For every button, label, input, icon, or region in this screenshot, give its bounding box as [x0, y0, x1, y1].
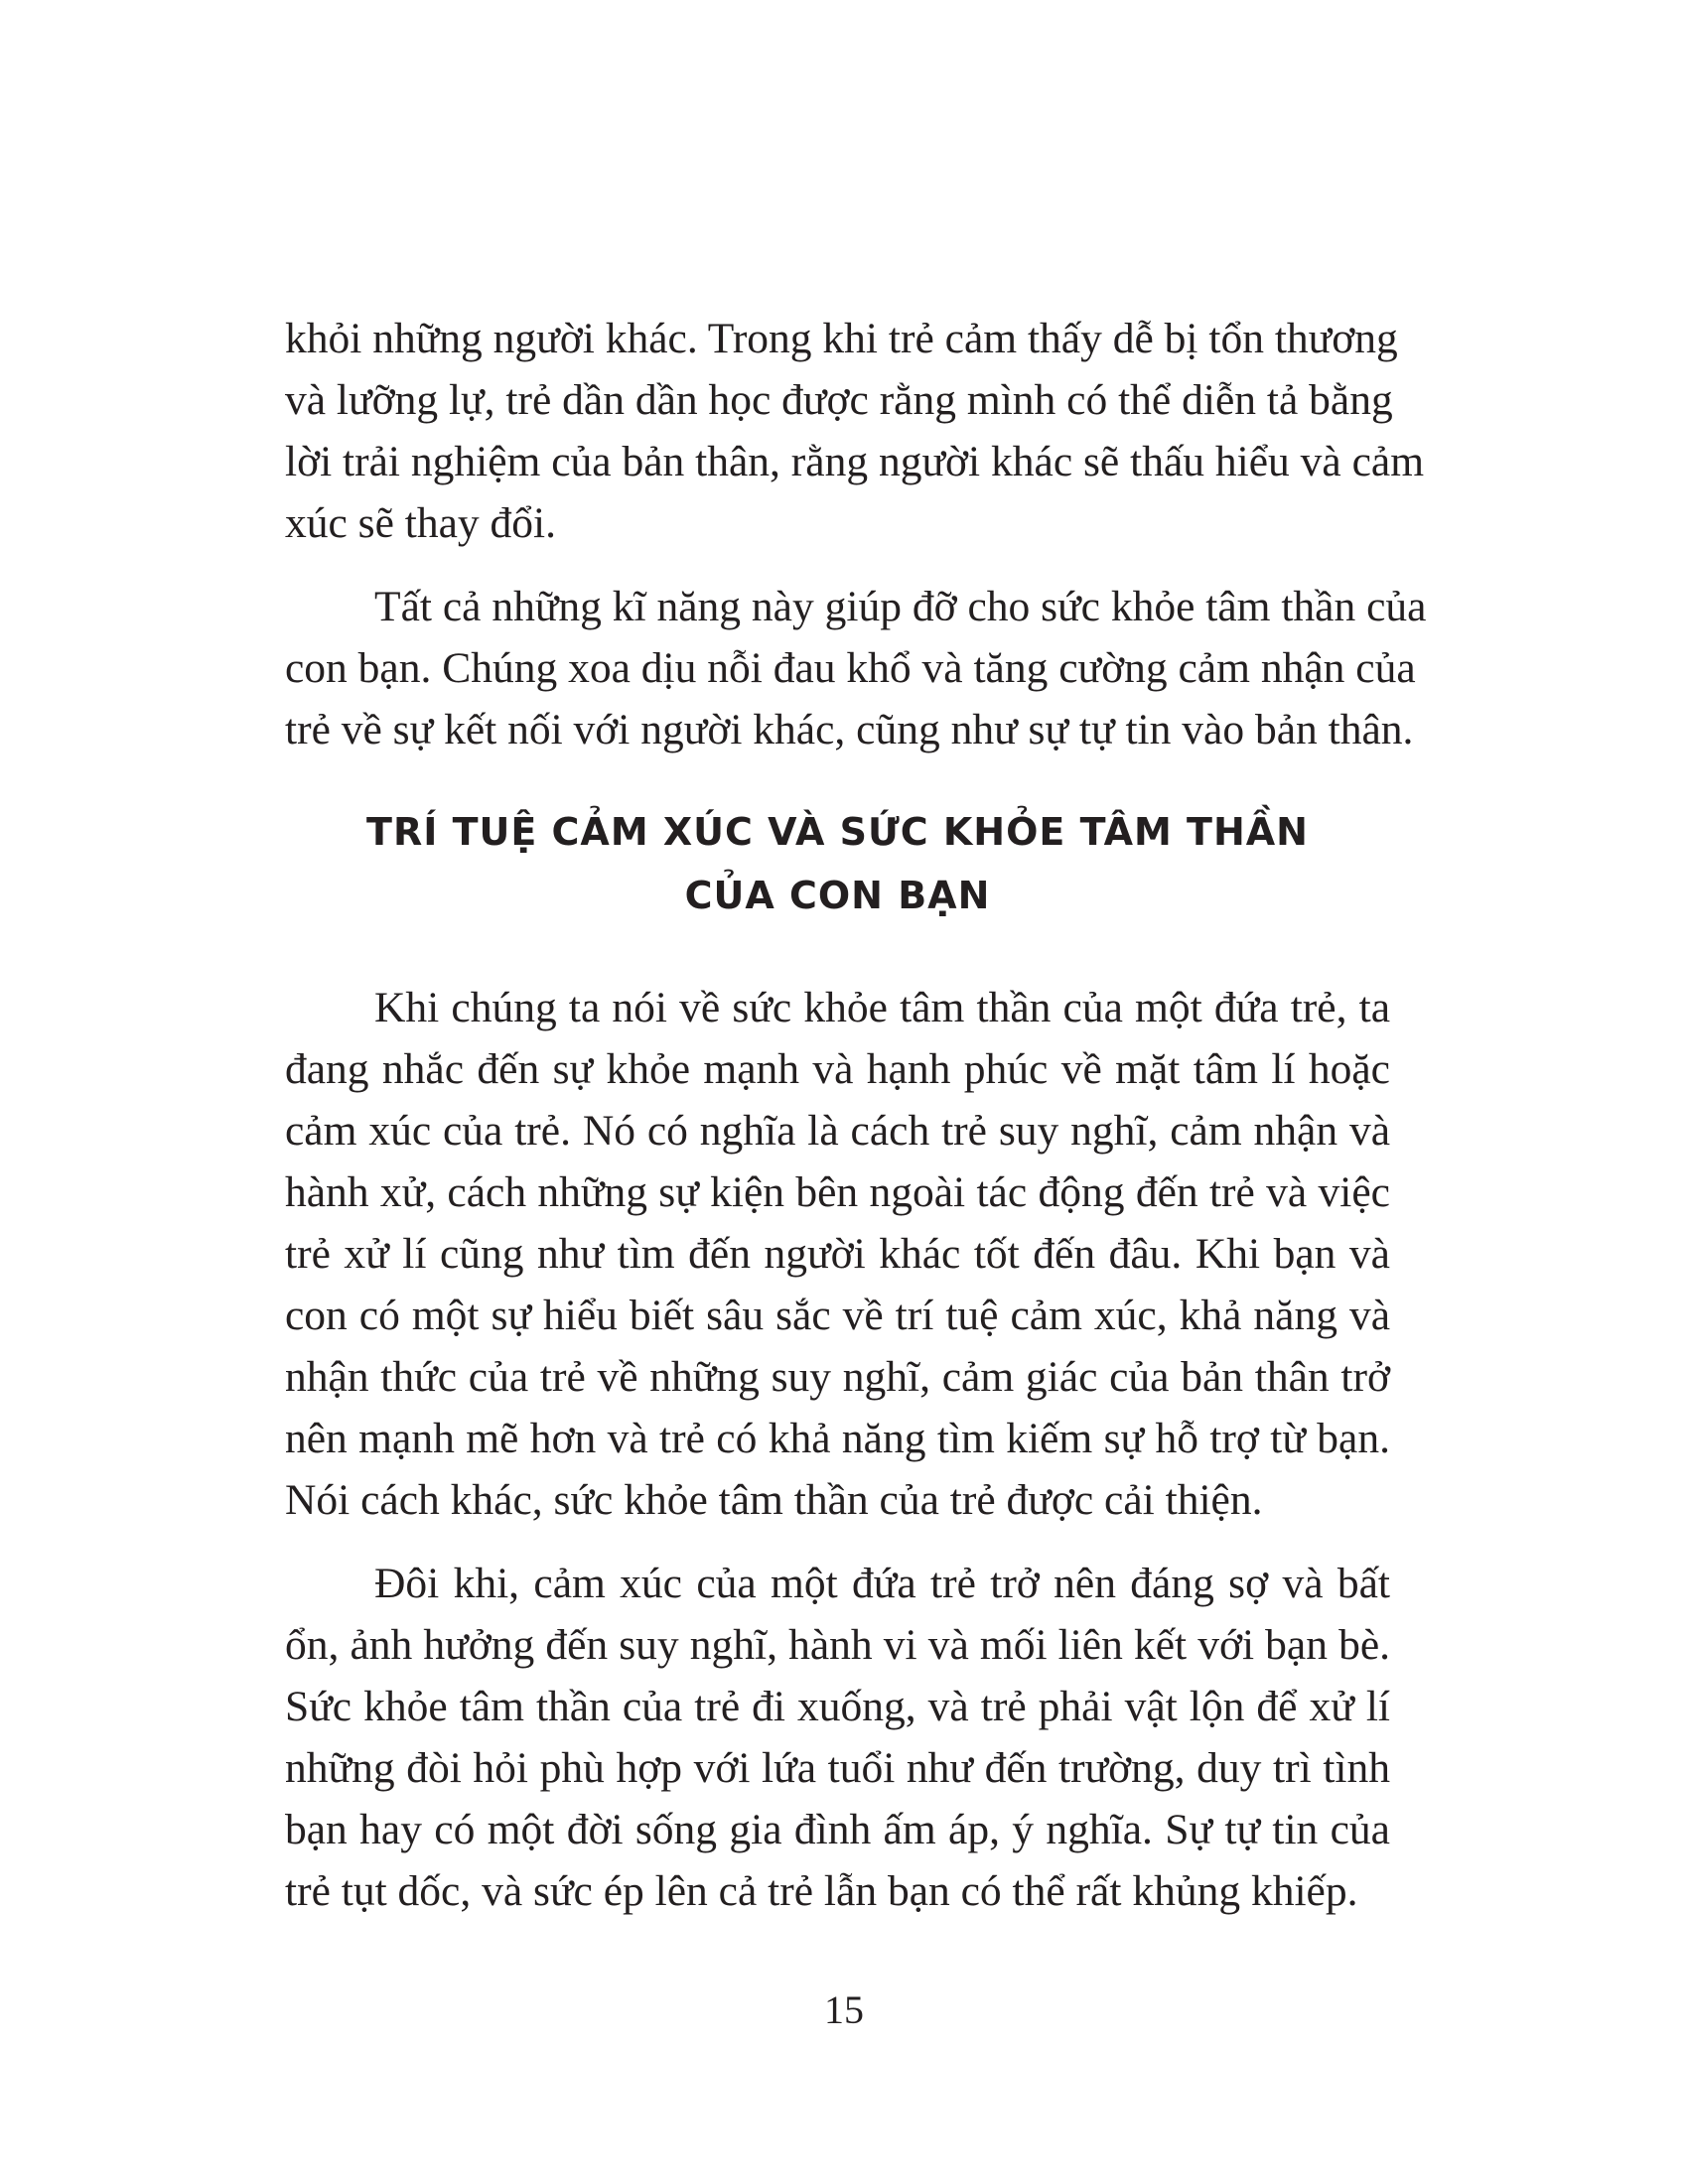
- text-line: nhận thức của trẻ về những suy nghĩ, cảm giác của bản thân trở: [285, 1353, 1390, 1401]
- paragraph: [285, 576, 1427, 760]
- text-line: trẻ về sự kết nối với người khác, cũng như sự tự tin vào bản thân.: [285, 706, 1414, 753]
- text-line: Khi chúng ta nói về sức khỏe tâm thần của một đứa trẻ, ta: [374, 984, 1390, 1031]
- text-line: và lưỡng lự, trẻ dần dần học được rằng mình có thể diễn tả bằng: [285, 376, 1393, 424]
- text-line: Tất cả những kĩ năng này giúp đỡ cho sức khỏe tâm thần của: [374, 583, 1427, 630]
- text-line: những đòi hỏi phù hợp với lứa tuổi như đến trường, duy trì tình: [285, 1744, 1390, 1792]
- text-line: Nói cách khác, sức khỏe tâm thần của trẻ được cải thiện.: [285, 1476, 1263, 1524]
- heading-line-1: TRÍ TUỆ CẢM XÚC VÀ SỨC KHỎE TÂM THẦN: [366, 810, 1309, 854]
- paragraph: [285, 977, 1390, 1531]
- text-line: con có một sự hiểu biết sâu sắc về trí tuệ cảm xúc, khả năng và: [285, 1292, 1390, 1339]
- text-line: lời trải nghiệm của bản thân, rằng người khác sẽ thấu hiểu và cảm: [285, 438, 1425, 485]
- text-line: ổn, ảnh hưởng đến suy nghĩ, hành vi và mối liên kết với bạn bè.: [285, 1621, 1390, 1669]
- page-body: [285, 308, 1427, 1944]
- paragraphs-before-heading: [285, 308, 1427, 760]
- text-line: Đôi khi, cảm xúc của một đứa trẻ trở nên đáng sợ và bất: [374, 1560, 1390, 1607]
- section-heading: [285, 800, 1390, 927]
- paragraph: [285, 1553, 1390, 1922]
- paragraph: [285, 308, 1425, 554]
- heading-line-2: CỦA CON BẠN: [684, 874, 991, 917]
- text-line: cảm xúc của trẻ. Nó có nghĩa là cách trẻ suy nghĩ, cảm nhận và: [285, 1107, 1390, 1155]
- text-line: trẻ xử lí cũng như tìm đến người khác tốt đến đâu. Khi bạn và: [285, 1230, 1390, 1278]
- text-line: con bạn. Chúng xoa dịu nỗi đau khổ và tăng cường cảm nhận của: [285, 644, 1416, 692]
- text-line: đang nhắc đến sự khỏe mạnh và hạnh phúc về mặt tâm lí hoặc: [285, 1045, 1390, 1093]
- text-line: xúc sẽ thay đổi.: [285, 499, 557, 547]
- text-line: nên mạnh mẽ hơn và trẻ có khả năng tìm kiếm sự hỗ trợ từ bạn.: [285, 1415, 1390, 1462]
- page-number: 15: [824, 1987, 864, 2032]
- text-line: trẻ tụt dốc, và sức ép lên cả trẻ lẫn bạn có thể rất khủng khiếp.: [285, 1867, 1358, 1915]
- paragraphs-after-heading: [285, 977, 1390, 1922]
- text-line: khỏi những người khác. Trong khi trẻ cảm thấy dễ bị tổn thương: [285, 315, 1398, 362]
- text-line: bạn hay có một đời sống gia đình ấm áp, ý nghĩa. Sự tự tin của: [285, 1806, 1390, 1853]
- text-line: Sức khỏe tâm thần của trẻ đi xuống, và trẻ phải vật lộn để xử lí: [285, 1683, 1390, 1730]
- text-line: hành xử, cách những sự kiện bên ngoài tác động đến trẻ và việc: [285, 1168, 1390, 1216]
